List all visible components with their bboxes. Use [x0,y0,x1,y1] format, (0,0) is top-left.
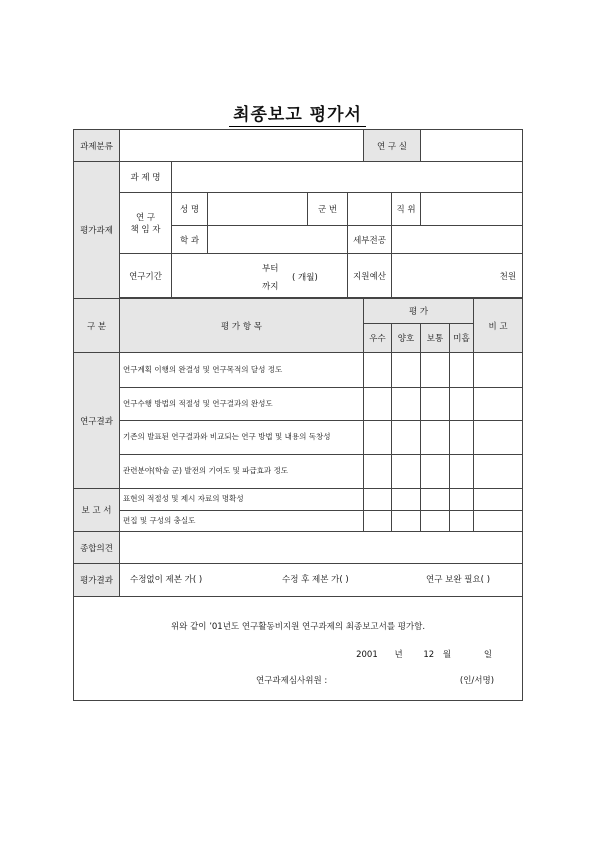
rating-cell[interactable] [450,421,474,455]
lab-label: 연 구 실 [364,130,421,162]
result-label: 평가결과 [74,564,120,597]
rating-cell[interactable] [450,511,474,532]
footer-section [74,597,523,701]
pi-label [120,193,172,254]
research-section-label: 연구결과 [74,353,120,489]
rating-cell[interactable] [392,388,421,421]
footer-signer: 연구과제심사위원 : [256,675,328,686]
rating-cell[interactable] [392,353,421,388]
rating-cell[interactable] [364,455,392,489]
rating-cell[interactable] [392,489,421,511]
position-field[interactable] [421,193,523,226]
report-item: 편집 및 구성의 충실도 [120,511,364,532]
footer-seal: (인/서명) [459,675,495,686]
rating-cell[interactable] [421,511,450,532]
report-item: 표현의 적절성 및 제시 자료의 명확성 [120,489,364,511]
budget-label: 지원예산 [348,254,392,298]
dept-label: 학 과 [172,226,208,254]
evaluation-form [73,129,523,701]
footer-year-unit: 년 [394,649,403,660]
serial-field[interactable] [348,193,392,226]
period-field[interactable] [172,254,348,298]
pi-name-label: 성 명 [172,193,208,226]
rating-cell[interactable] [364,353,392,388]
major-label: 세부전공 [348,226,392,254]
rating-cell[interactable] [421,388,450,421]
remarks-cell[interactable] [474,421,523,455]
rating-good: 양호 [392,324,421,353]
research-item: 연구수행 방법의 적절성 및 연구결과의 완성도 [120,388,364,421]
remarks-header: 비 고 [474,299,523,353]
rating-cell[interactable] [364,489,392,511]
footer-month-unit: 월 [442,649,452,660]
footer-statement: 위와 같이 ’01년도 연구활동비지원 연구과제의 최종보고서를 평가함. [170,621,426,632]
rating-cell[interactable] [364,511,392,532]
major-field[interactable] [392,226,523,254]
remarks-cell[interactable] [474,455,523,489]
rating-cell[interactable] [421,489,450,511]
period-label: 연구기간 [120,254,172,298]
rating-cell[interactable] [450,489,474,511]
project-name-label: 과 제 명 [120,162,172,193]
research-item: 연구계획 이행의 완결성 및 연구목적의 달성 정도 [120,353,364,388]
budget-unit: 천원 [499,271,517,282]
rating-cell[interactable] [421,455,450,489]
result-options [120,564,523,597]
period-to-label: 까지 [262,281,279,292]
rating-cell[interactable] [392,455,421,489]
items-header: 평 가 항 목 [120,299,364,353]
rating-cell[interactable] [364,421,392,455]
footer-month: 12 [423,649,435,660]
project-name-field[interactable] [172,162,523,193]
position-label: 직 위 [392,193,421,226]
remarks-cell[interactable] [474,489,523,511]
footer-day-unit: 일 [483,649,493,660]
project-section-label: 평가과제 [74,162,120,299]
research-item: 기존의 발표된 연구결과와 비교되는 연구 방법 및 내용의 독창성 [120,421,364,455]
category-label: 과제분류 [74,130,120,162]
rating-cell[interactable] [392,421,421,455]
result-option-needs-supplement[interactable]: 연구 보완 필요( ) [426,575,491,585]
lab-field[interactable] [421,130,523,162]
period-from-label: 부터 [262,263,279,274]
category-field[interactable] [120,130,364,162]
period-months-label: ( 개월) [292,272,318,283]
category-header: 구 분 [74,299,120,353]
rating-cell[interactable] [450,353,474,388]
pi-label-line2: 책 임 자 [130,225,161,235]
rating-cell[interactable] [392,511,421,532]
overall-field[interactable] [120,532,523,564]
budget-field[interactable] [392,254,523,298]
rating-cell[interactable] [450,455,474,489]
rating-cell[interactable] [450,388,474,421]
overall-label: 종합의견 [74,532,120,564]
footer-date [356,648,492,660]
rating-cell[interactable] [364,388,392,421]
rating-header: 평 가 [364,299,474,324]
remarks-cell[interactable] [474,388,523,421]
rating-cell[interactable] [421,421,450,455]
rating-average: 보통 [421,324,450,353]
result-option-no-revision[interactable]: 수정없이 제본 가( ) [130,575,203,585]
rating-cell[interactable] [421,353,450,388]
dept-field[interactable] [208,226,348,254]
report-section-label: 보 고 서 [74,489,120,532]
pi-name-field[interactable] [208,193,308,226]
remarks-cell[interactable] [474,511,523,532]
serial-label: 군 번 [308,193,348,226]
document-title: 최종보고 평가서 [0,100,595,125]
remarks-cell[interactable] [474,353,523,388]
footer-year: 2001 [356,649,378,660]
pi-label-line1: 연 구 [135,213,156,223]
research-item: 관련분야(학술 군) 발전의 기여도 및 파급효과 정도 [120,455,364,489]
rating-excellent: 우수 [364,324,392,353]
rating-poor: 미흡 [450,324,474,353]
result-option-after-revision[interactable]: 수정 후 제본 가( ) [282,575,349,585]
